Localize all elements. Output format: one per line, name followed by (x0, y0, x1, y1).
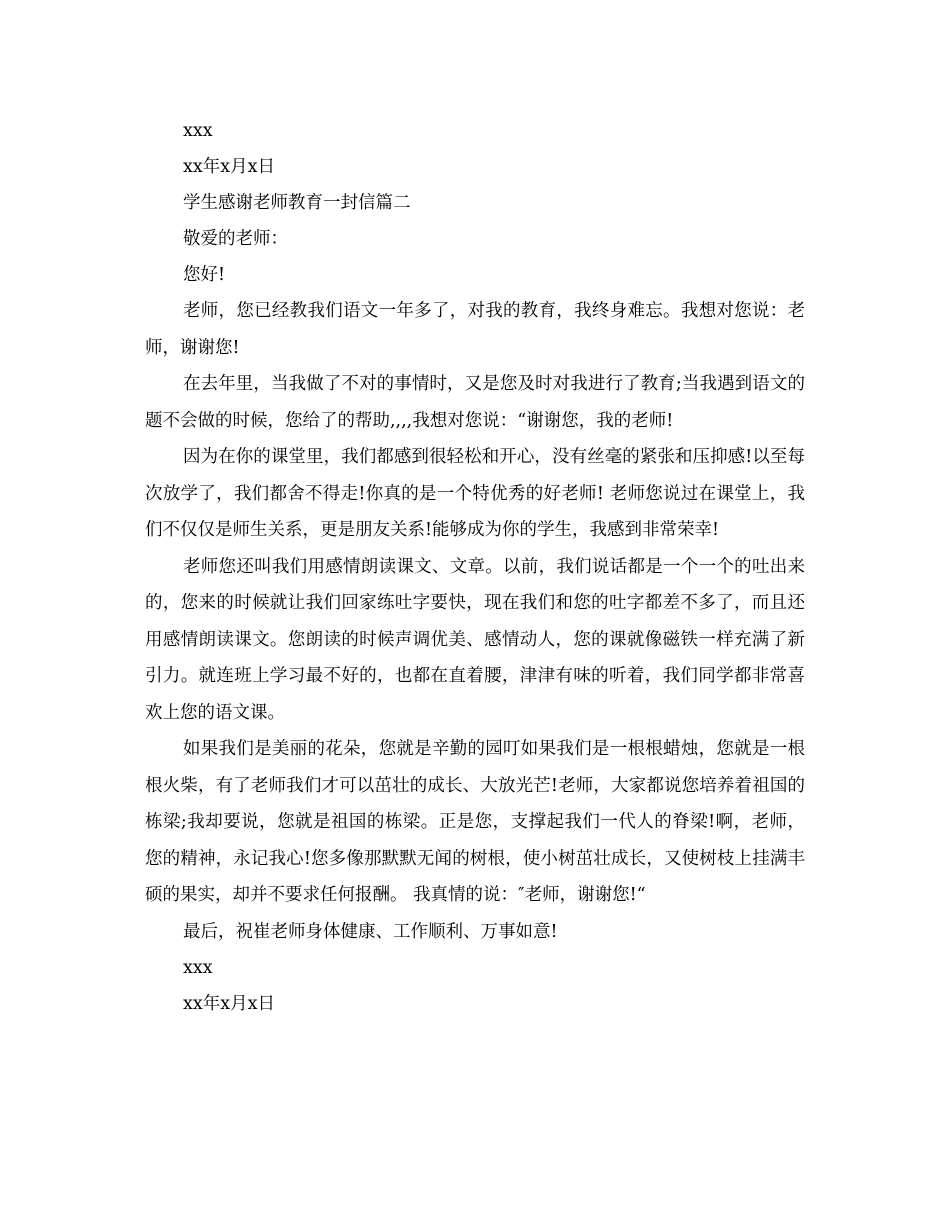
letter-page (145, 113, 805, 1022)
paragraph-1: 老师，您已经教我们语文一年多了，对我的教育，我终身难忘。我想对您说：老师，谢谢您! (145, 301, 805, 358)
paragraph-5: 如果我们是美丽的花朵，您就是辛勤的园叮如果我们是一根根蜡烛，您就是一根根火柴，有了老师我们才可以茁壮的成长、大放光芒!老师，大家都说您培养着祖国的栋梁;我却要说，您就是祖国的栋梁。正是您，支撑起我们一代人的脊梁!啊，老师，您的精神，永记我心!您多像那默默无闻的树根，使小树茁壮成长，又使树枝上挂满丰硕的果实，却并不要求任何报酬。 我真情的说：″老师，谢谢您!“ (145, 739, 805, 905)
letter-title: 学生感谢老师教育一封信篇二 (183, 193, 411, 213)
greeting: 您好! (183, 265, 226, 285)
date-top: xx年x月x日 (183, 157, 275, 177)
paragraph-4: 老师您还叫我们用感情朗读课文、文章。以前，我们说话都是一个一个的吐出来的，您来的时候就让我们回家练吐字要快，现在我们和您的吐字都差不多了，而且还用感情朗读课文。您朗读的时候声调优美、感情动人，您的课就像磁铁一样充满了新引力。就连班上学习最不好的，也都在直着腰，津津有味的听着，我们同学都非常喜欢上您的语文课。 (145, 556, 805, 723)
signature-top: xxx (183, 121, 213, 141)
date: xx年x月x日 (183, 993, 275, 1014)
paragraph-3: 因为在你的课堂里，我们都感到很轻松和开心，没有丝毫的紧张和压抑感!以至每次放学了，我们都舍不得走!你真的是一个特优秀的好老师! 老师您说过在课堂上，我们不仅仅是师生关系，更是朋友关系!能够成为你的学生，我感到非常荣幸! (145, 447, 805, 540)
paragraph-2: 在去年里，当我做了不对的事情时，又是您及时对我进行了教育;当我遇到语文的题不会做的时候，您给了的帮助,,,,我想对您说：“谢谢您，我的老师! (145, 374, 805, 431)
salutation: 敬爱的老师： (183, 229, 288, 249)
signature: xxx (183, 957, 213, 978)
closing-wish: 最后，祝崔老师身体健康、工作顺利、万事如意! (183, 921, 558, 942)
